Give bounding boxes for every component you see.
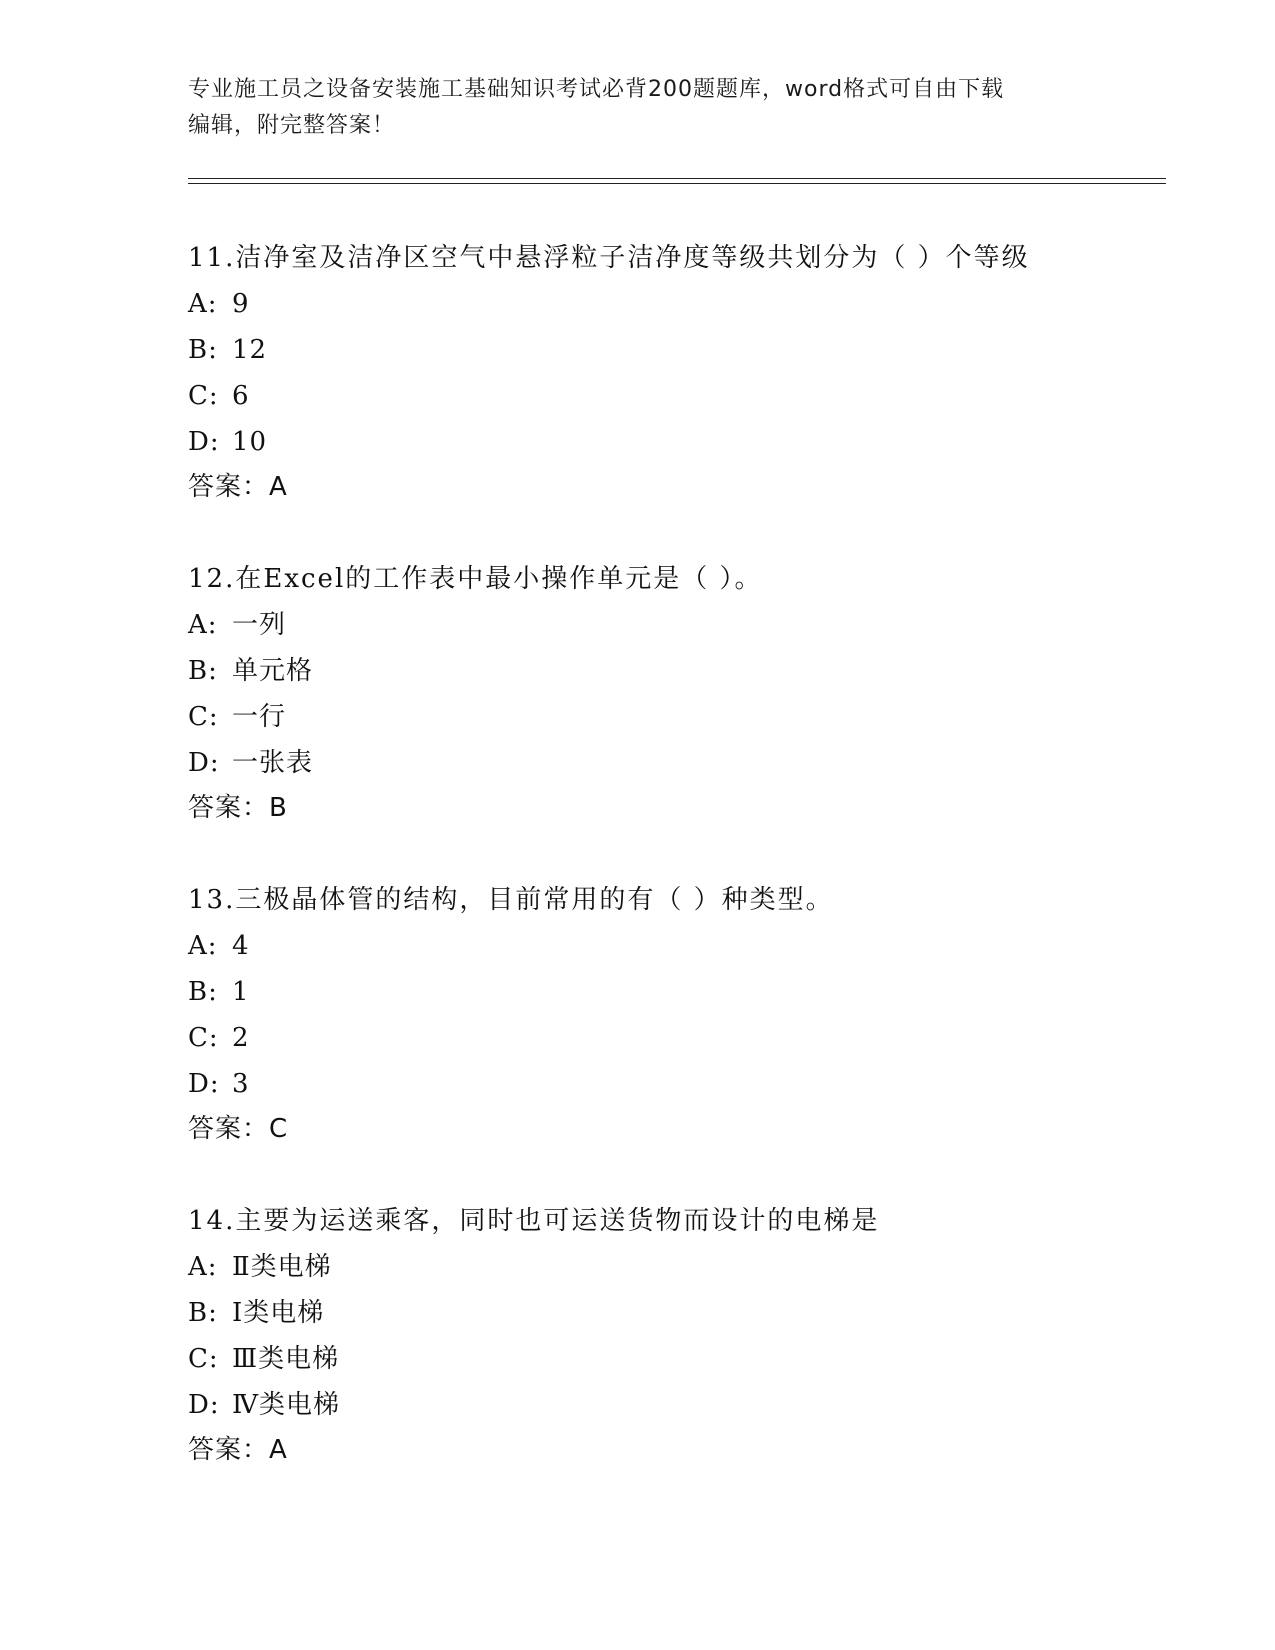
option-b xyxy=(188,1290,1168,1336)
option-letter: C: xyxy=(188,1344,219,1374)
option-letter: B: xyxy=(188,335,218,365)
option-text: 12 xyxy=(232,335,268,365)
option-letter: D: xyxy=(188,1069,220,1099)
option-c xyxy=(188,373,1168,419)
question-stem: 11.洁净室及洁净区空气中悬浮粒子洁净度等级共划分为（ ）个等级 xyxy=(188,243,1030,273)
option-b xyxy=(188,327,1168,373)
option-letter: A: xyxy=(188,289,218,319)
option-letter: C: xyxy=(188,381,219,411)
question-stem: 13.三极晶体管的结构，目前常用的有（ ）种类型。 xyxy=(188,885,834,915)
option-text: 1 xyxy=(232,977,250,1007)
option-text: 一列 xyxy=(232,610,287,640)
answer-line: 答案：C xyxy=(188,1114,289,1144)
answer-line: 答案：A xyxy=(188,1435,288,1465)
option-letter: D: xyxy=(188,427,220,457)
question-11 xyxy=(188,235,1168,556)
question-list xyxy=(188,235,1168,1519)
question-13 xyxy=(188,877,1168,1198)
header-divider-bottom xyxy=(188,183,1166,184)
option-c xyxy=(188,694,1168,740)
option-b xyxy=(188,969,1168,1015)
option-a xyxy=(188,923,1168,969)
header-line-1: 专业施工员之设备安装施工基础知识考试必背200题题库，word格式可自由下载 xyxy=(188,77,1005,102)
option-text: 10 xyxy=(232,427,268,457)
answer-line: 答案：B xyxy=(188,793,288,823)
option-text: 4 xyxy=(232,931,250,961)
option-text: Ⅰ类电梯 xyxy=(232,1298,325,1328)
question-14 xyxy=(188,1198,1168,1519)
option-d xyxy=(188,740,1168,786)
option-letter: B: xyxy=(188,656,218,686)
question-12 xyxy=(188,556,1168,877)
question-stem: 14.主要为运送乘客，同时也可运送货物而设计的电梯是 xyxy=(188,1206,880,1236)
option-c xyxy=(188,1336,1168,1382)
document-header xyxy=(188,72,1068,144)
answer-line: 答案：A xyxy=(188,472,288,502)
option-b xyxy=(188,648,1168,694)
header-divider-top xyxy=(188,178,1166,179)
option-a xyxy=(188,1244,1168,1290)
option-d xyxy=(188,1061,1168,1107)
option-d xyxy=(188,419,1168,465)
option-letter: A: xyxy=(188,931,218,961)
option-text: 一行 xyxy=(232,702,287,732)
header-line-2: 编辑，附完整答案！ xyxy=(188,113,396,138)
option-letter: D: xyxy=(188,1390,220,1420)
option-c xyxy=(188,1015,1168,1061)
option-d xyxy=(188,1382,1168,1428)
option-letter: D: xyxy=(188,748,220,778)
option-letter: B: xyxy=(188,977,218,1007)
option-text: 9 xyxy=(232,289,250,319)
option-text: Ⅱ类电梯 xyxy=(232,1252,332,1282)
option-text: 3 xyxy=(232,1069,250,1099)
option-text: 6 xyxy=(232,381,250,411)
option-text: Ⅳ类电梯 xyxy=(232,1390,340,1420)
option-text: 单元格 xyxy=(232,656,314,686)
option-a xyxy=(188,602,1168,648)
option-text: 2 xyxy=(232,1023,250,1053)
option-letter: B: xyxy=(188,1298,218,1328)
question-stem: 12.在Excel的工作表中最小操作单元是（ ）。 xyxy=(188,564,763,594)
option-text: 一张表 xyxy=(232,748,314,778)
option-letter: C: xyxy=(188,702,219,732)
option-text: Ⅲ类电梯 xyxy=(232,1344,340,1374)
option-letter: A: xyxy=(188,610,218,640)
option-a xyxy=(188,281,1168,327)
option-letter: C: xyxy=(188,1023,219,1053)
option-letter: A: xyxy=(188,1252,218,1282)
